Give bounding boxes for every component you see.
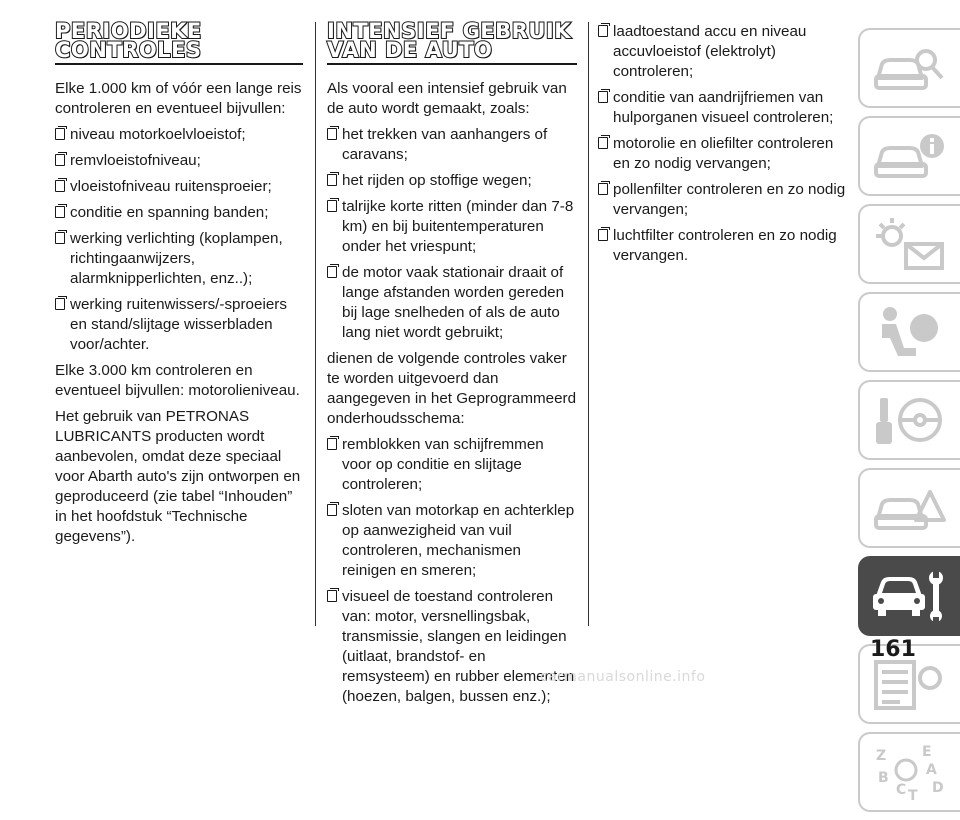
checklist-item <box>598 226 848 266</box>
checkbox-bullet-icon <box>55 206 65 218</box>
column-continued-checks <box>598 22 848 272</box>
checklist-text: het trekken van aanhangers of caravans; <box>342 126 548 163</box>
tab-maintenance[interactable] <box>858 556 960 636</box>
checkbox-bullet-icon <box>598 91 608 103</box>
tab-warning-lights[interactable] <box>858 204 960 284</box>
checkbox-bullet-icon <box>55 154 65 166</box>
checkbox-bullet-icon <box>327 200 337 212</box>
watermark: carmanualsonline.info <box>540 669 706 685</box>
checklist-text: werking ruitenwissers/-sproeiers en stand/slijtage wisserbladen voor/achter. <box>70 296 287 353</box>
index-letter: D <box>932 780 944 796</box>
chapter-tabs <box>858 28 960 820</box>
heading-line-2: VAN DE AUTO <box>327 38 493 62</box>
index-letter: B <box>878 770 889 786</box>
tab-emergency[interactable] <box>858 468 960 548</box>
tab-alphabetical-index[interactable] <box>858 732 960 812</box>
checklist-item <box>327 587 577 707</box>
index-letter: Z <box>876 748 887 764</box>
section-heading-intensive-use <box>327 19 577 65</box>
checkbox-bullet-icon <box>327 590 337 602</box>
checklist-text: het rijden op stoffige wegen; <box>342 172 532 189</box>
paragraph-oil-level: Elke 3.000 km controleren en eventueel bijvullen: motorolieniveau. <box>55 362 300 399</box>
tab-starting-driving[interactable] <box>858 380 960 460</box>
checklist-text: vloeistofniveau ruitensproeier; <box>70 178 272 195</box>
index-letter: T <box>908 788 918 804</box>
paragraph-more-frequent: dienen de volgende controles vaker te worden uitgevoerd dan aangegeven in het Geprogrammeerd onderhoudsschema: <box>327 350 577 427</box>
checklist-item <box>55 125 303 145</box>
checklist-text: niveau motorkoelvloeistof; <box>70 126 246 143</box>
column-divider <box>588 22 589 626</box>
checklist-item <box>598 22 848 82</box>
index-letter: E <box>922 744 932 760</box>
checkbox-bullet-icon <box>598 183 608 195</box>
checklist-item <box>598 134 848 174</box>
car-warning-triangle-icon <box>870 478 950 540</box>
checklist-text: conditie van aandrijfriemen van hulporganen visueel controleren; <box>613 89 834 126</box>
warning-light-message-icon <box>870 214 950 276</box>
column-divider <box>315 22 316 626</box>
checkbox-bullet-icon <box>327 266 337 278</box>
checkbox-bullet-icon <box>598 137 608 149</box>
checklist-text: sloten van motorkap en achterklep op aanwezigheid van vuil controleren, mechanismen reinigen en smeren; <box>342 502 575 579</box>
checkbox-bullet-icon <box>55 232 65 244</box>
alphabet-index-icon <box>870 742 950 804</box>
intro-paragraph: Elke 1.000 km of vóór een lange reis controleren en eventueel bijvullen: <box>55 80 302 117</box>
checklist-item <box>55 151 303 171</box>
steering-wheel-key-icon <box>870 390 950 452</box>
checkbox-bullet-icon <box>55 128 65 140</box>
tab-car-search[interactable] <box>858 28 960 108</box>
column-intensive-use <box>327 19 577 713</box>
checklist-item <box>327 125 577 165</box>
car-search-icon <box>870 38 950 100</box>
checkbox-bullet-icon <box>55 180 65 192</box>
checklist-text: werking verlichting (koplampen, richtingaanwijzers, alarmknipperlichten, enz..); <box>70 230 283 287</box>
checklist-text: remblokken van schijfremmen voor op conditie en slijtage controleren; <box>342 436 544 493</box>
spec-list-gear-icon <box>870 654 950 716</box>
checklist-text: luchtfilter controleren en zo nodig vervangen. <box>613 227 837 264</box>
index-letter: C <box>896 782 907 798</box>
car-wrench-icon <box>870 566 950 628</box>
checklist-text: de motor vaak stationair draait of lange afstanden worden gereden bij lage snelheden of als de auto lang niet wordt gebruikt; <box>342 264 565 341</box>
checkbox-bullet-icon <box>598 229 608 241</box>
tab-car-info[interactable] <box>858 116 960 196</box>
car-info-icon <box>870 126 950 188</box>
checklist-text: remvloeistofniveau; <box>70 152 201 169</box>
checklist-item <box>327 171 577 191</box>
checklist-text: pollenfilter controleren en zo nodig vervangen; <box>613 181 846 218</box>
checkbox-bullet-icon <box>327 504 337 516</box>
checklist-item <box>327 263 577 343</box>
checkbox-bullet-icon <box>55 298 65 310</box>
checklist-text: laadtoestand accu en niveau accuvloeistof (elektrolyt) controleren; <box>613 23 807 80</box>
checklist-item <box>327 197 577 257</box>
checklist-text: talrijke korte ritten (minder dan 7-8 km) en bij buitentemperaturen onder het vriespunt; <box>342 198 574 255</box>
checkbox-bullet-icon <box>327 174 337 186</box>
checkbox-bullet-icon <box>327 128 337 140</box>
airbag-seat-icon <box>870 302 950 364</box>
checklist-item <box>55 295 303 355</box>
checklist-item <box>327 501 577 581</box>
column-periodic-checks <box>55 19 303 553</box>
checklist-text: conditie en spanning banden; <box>70 204 269 221</box>
checklist-item <box>55 229 303 289</box>
page-number: 161 <box>870 637 916 662</box>
checklist-item <box>55 177 303 197</box>
heading-line-1: INTENSIEF GEBRUIK <box>327 19 571 43</box>
heading-line-2: CONTROLES <box>55 38 202 62</box>
checklist-text: visueel de toestand controleren van: motor, versnellingsbak, transmissie, slangen en leidingen (uitlaat, brandstof- en remsysteem) en rubber elementen (hoezen, balgen, bussen enz.); <box>342 588 575 705</box>
checkbox-bullet-icon <box>598 25 608 37</box>
checklist-item <box>598 88 848 128</box>
section-heading-periodic-checks <box>55 19 303 65</box>
checkbox-bullet-icon <box>327 438 337 450</box>
intro-paragraph: Als vooral een intensief gebruik van de auto wordt gemaakt, zoals: <box>327 80 567 117</box>
heading-line-1: PERIODIEKE <box>55 19 202 43</box>
checklist-item <box>327 435 577 495</box>
checklist-item <box>598 180 848 220</box>
checklist-text: motorolie en oliefilter controleren en zo nodig vervangen; <box>613 135 834 172</box>
index-letter: A <box>926 762 937 778</box>
tab-safety[interactable] <box>858 292 960 372</box>
checklist-item <box>55 203 303 223</box>
paragraph-petronas: Het gebruik van PETRONAS LUBRICANTS producten wordt aanbevolen, omdat deze speciaal voor Abarth auto's zijn ontworpen en geproduceerd (zie tabel “Inhouden” in het hoofdstuk “Technische gegevens”). <box>55 408 301 545</box>
